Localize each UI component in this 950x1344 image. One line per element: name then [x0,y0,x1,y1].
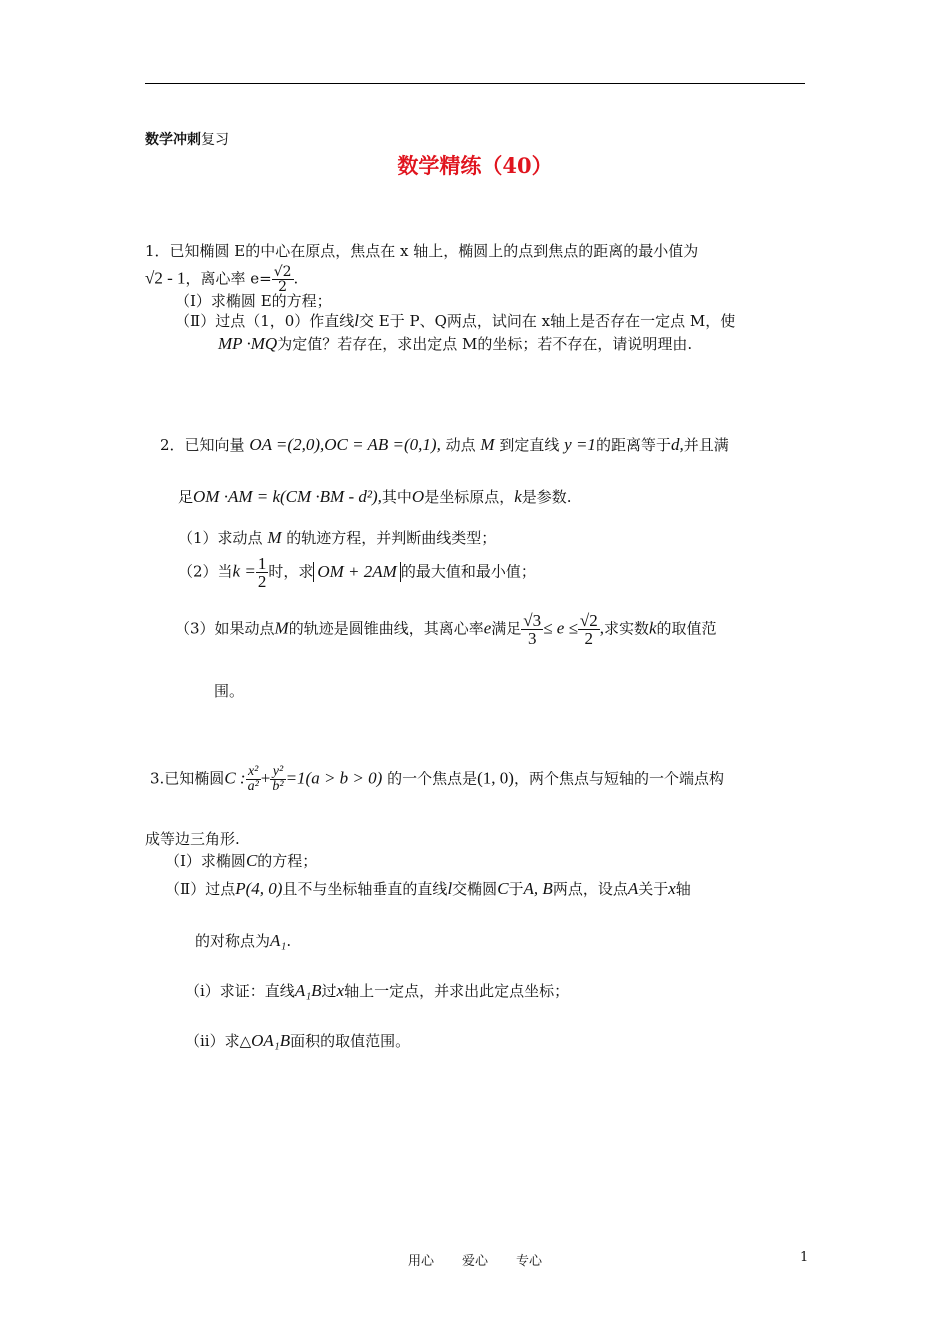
q1-dot-product: MP ·MQ [218,334,278,353]
q2-condition: OM ·AM = k(CM ·BM - d²), [193,487,382,506]
header-rule [145,83,805,84]
page-number: 1 [800,1250,809,1265]
q3-line2: 成等边三角形. [145,830,240,848]
q2-part3: （3）如果动点M的轨迹是圆锥曲线，其离心率e满足 $\frac{√3}{3}$ ≤ e ≤ $\frac{√2}{2}$ ,求实数k的取值范 [175,611,717,648]
q3-line1: 3.已知椭圆C : $\frac{\text{x²}}{\text{a²}}$ + $\frac{\text{y²}}{\text{b²}}$ =1(a > b > 0) 的一个焦点是(1, 0)，两个焦点与短轴的一个端点构 [150,764,724,794]
q2-abs-expr: OM + 2AM [313,562,400,582]
q3-part1: （Ⅰ）求椭圆C的方程； [165,851,318,870]
q2-frac-sqrt2: $\frac{√2}{2}$ [579,611,598,648]
page-title: 数学精练（40） [397,153,553,178]
q3-part2: （Ⅱ）过点P(4, 0)且不与坐标轴垂直的直线l交椭圆C于A, B两点，设点A关于x轴 [165,879,691,898]
q2-vectors: OA =(2,0),OC = AB =(0,1), [249,435,441,454]
q3-frac-x: $\frac{\text{x²}}{\text{a²}}$ [247,764,259,794]
q2-frac-sqrt3: $\frac{√3}{3}$ [523,611,542,648]
footer-slogan: 用心 爱心 专心 [407,1254,543,1269]
q2-line2: 足OM ·AM = k(CM ·BM - d²),其中O是坐标原点，k是参数. [178,487,572,506]
q1-part1: （Ⅰ）求椭圆 E的方程； [175,292,332,310]
series-label: 数学冲刺复习 [145,132,229,148]
q2-k-frac: $\frac{1}{2}$ [257,554,267,591]
q2-part1: （1）求动点 M 的轨迹方程，并判断曲线类型； [178,528,497,547]
q3-part2-cont: 的对称点为A₁. [195,931,292,950]
q2-line1: 2．已知向量 OA =(2,0),OC = AB =(0,1), 动点 M 到定直线 y =1的距离等于d,并且满 [160,435,729,454]
q1-part2-cont: MP ·MQ为定值？若存在，求出定点 M的坐标；若不存在，请说明理由. [218,334,693,353]
q1-line2: √2 - 1，离心率 e= $\frac{√2}{2}$ . [145,264,299,295]
q1-min-value: √2 - 1 [145,268,186,288]
q2-part2: （2）当k = $\frac{1}{2}$ 时，求 OM + 2AM 的最大值和最小值； [178,554,536,591]
q3-frac-y: $\frac{\text{y²}}{\text{b²}}$ [272,764,284,794]
q3-sub-ii: （ii）求△OA₁B面积的取值范围。 [185,1031,411,1050]
q2-part3-cont: 围。 [214,682,245,700]
q1-ecc-frac: $\frac{√2}{2}$ [273,264,292,295]
q3-sub-i: （i）求证：直线A₁B过x轴上一定点，并求出此定点坐标； [185,981,570,1000]
q1-line1: 1．已知椭圆 E的中心在原点，焦点在 x 轴上，椭圆上的点到焦点的距离的最小值为 [145,242,699,260]
q1-part2: （Ⅱ）过点（1，0）作直线l交 E于 P、Q两点，试问在 x轴上是否存在一定点 M，使 [175,311,736,330]
